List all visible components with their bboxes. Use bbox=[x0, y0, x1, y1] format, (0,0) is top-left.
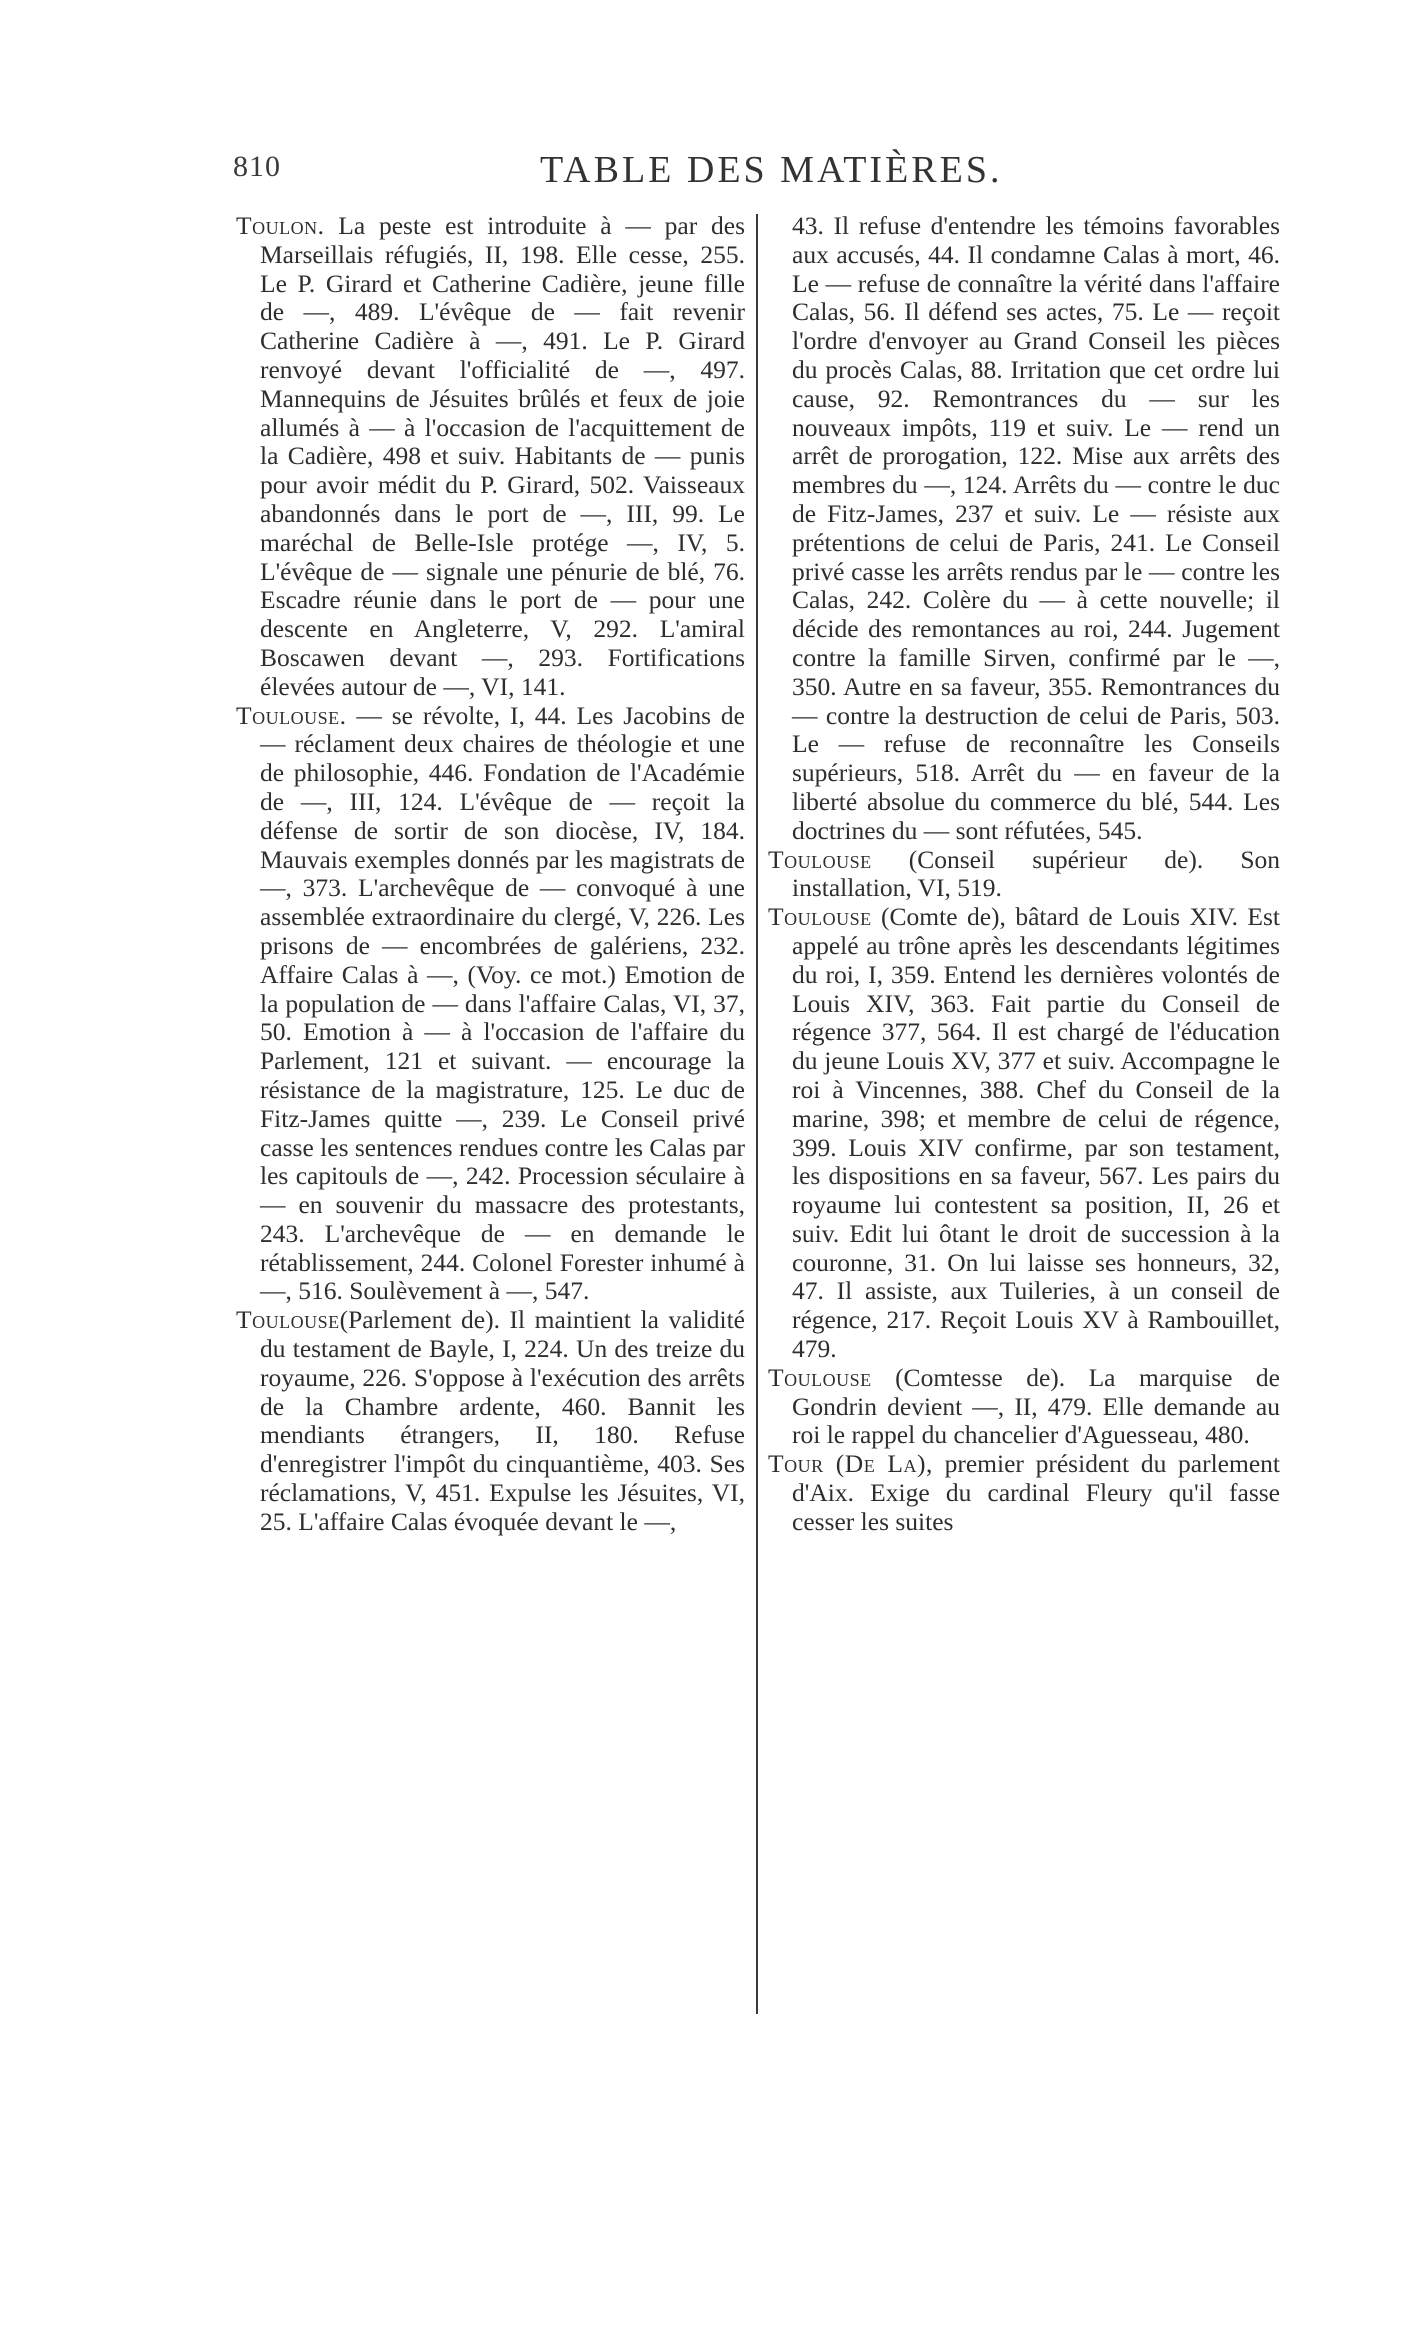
column-divider bbox=[756, 214, 758, 2014]
entry-text: premier président du parlement d'Aix. Exige du cardinal Fleury qu'il fasse cesser les suites bbox=[792, 1449, 1280, 1536]
page-number: 810 bbox=[233, 150, 281, 183]
entry-text: (Comtesse de). La marquise de Gondrin devient —, II, 479. Elle demande au roi le rappel du chancelier d'Aguesseau, 480. bbox=[792, 1362, 1280, 1450]
running-title: TABLE DES MATIÈRES. bbox=[540, 149, 1003, 191]
entry-headword: Toulouse bbox=[236, 1305, 340, 1335]
entry-headword: Toulouse bbox=[768, 902, 872, 932]
entry-text: 43. Il refuse d'entendre les témoins favorables aux accusés, 44. Il condamne Calas à mort, 46. Le — refuse de connaître la vérité dans l'affaire Calas, 56. Il défend ses actes, 75. Le — reçoit l'ordre d'envoyer au Grand Conseil les pièces du procès Calas, 88. Irritation que cet ordre lui cause, 92. Remontrances du — sur les nouveaux impôts, 119 et suiv. Le — rend un arrêt de prorogation, 122. Mise aux arrêts des membres du —, 124. Arrêts du — contre le duc de Fitz-James, 237 et suiv. Le — résiste aux prétentions de celui de Paris, 241. Le Conseil privé casse les arrêts rendus par le — contre les Calas, 242. Colère du — à cette nouvelle; il décide des remontances au roi, 244. Jugement contre la famille Sirven, confirmé par le —, 350. Autre en sa faveur, 355. Remontrances du — contre la destruction de celui de Paris, 503. Le — refuse de reconnaître les Conseils supérieurs, 518. Arrêt du — en faveur de la liberté absolue du commerce du blé, 544. Les doctrines du — sont réfutées, 545. bbox=[792, 211, 1280, 845]
index-entry bbox=[768, 903, 1280, 1364]
entry-text: (Parlement de). Il maintient la validité du testament de Bayle, I, 224. Un des treize du royaume, 226. S'oppose à l'exécution des arrêts de la Chambre ardente, 460. Bannit les mendiants étrangers, II, 180. Refuse d'enregistrer l'impôt du cinquantième, 403. Ses réclamations, V, 451. Expulse les Jésuites, VI, 25. L'affaire Calas évoquée devant le —, bbox=[260, 1305, 745, 1536]
entry-text: La peste est introduite à — par des Marseillais réfugiés, II, 198. Elle cesse, 255. Le P. Girard et Catherine Cadière, jeune fille de —, 489. L'évêque de — fait revenir Catherine Cadière à —, 491. Le P. Girard renvoyé devant l'officialité de —, 497. Mannequins de Jésuites brûlés et feux de joie allumés à — à l'occasion de l'acquittement de la Cadière, 498 et suiv. Habitants de — punis pour avoir médit du P. Girard, 502. Vaisseaux abandonnés dans le port de —, III, 99. Le maréchal de Belle-Isle protége —, IV, 5. L'évêque de — signale une pénurie de blé, 76. Escadre réunie dans le port de — pour une descente en Angleterre, V, 292. L'amiral Boscawen devant —, 293. Fortifications élevées autour de —, VI, 141. bbox=[260, 211, 746, 701]
index-entry bbox=[236, 212, 745, 702]
entry-headword: Toulon. bbox=[236, 211, 325, 240]
entry-headword: Toulouse. bbox=[236, 700, 347, 730]
index-entry bbox=[768, 1450, 1280, 1536]
entry-text: (Comte de), bâtard de Louis XIV. Est appelé au trône après les descendants légitimes du roi, I, 359. Entend les dernières volontés de Louis XIV, 363. Fait partie du Conseil de régence 377, 564. Il est chargé de l'éducation du jeune Louis XV, 377 et suiv. Accompagne le roi à Vincennes, 388. Chef du Conseil de la marine, 398; et membre de celui de régence, 399. Louis XIV confirme, par son testament, les dispositions en sa faveur, 567. Les pairs du royaume lui contestent sa position, II, 26 et suiv. Edit lui ôtant le droit de succession à la couronne, 31. On lui laisse ses honneurs, 32, 47. Il assiste, aux Tuileries, à un conseil de régence, 217. Reçoit Louis XV à Rambouillet, 479. bbox=[792, 902, 1280, 1364]
index-entry-continuation bbox=[768, 212, 1280, 846]
index-entry bbox=[768, 846, 1280, 904]
entry-text: (Conseil supérieur de). Son installation, VI, 519. bbox=[792, 844, 1281, 903]
entry-text: — se révolte, I, 44. Les Jacobins de — réclament deux chaires de théologie et une de philosophie, 446. Fondation de l'Académie de —, III, 124. L'évêque de — reçoit la défense de sortir de son diocèse, IV, 184. Mauvais exemples donnés par les magistrats de —, 373. L'archevêque de — convoqué à une assemblée extraordinaire du clergé, V, 226. Les prisons de — encombrées de galériens, 232. Affaire Calas à —, (Voy. ce mot.) Emotion de la population de — dans l'affaire Calas, VI, 37, 50. Emotion à — à l'occasion de l'affaire du Parlement, 121 et suivant. — encourage la résistance de la magistrature, 125. Le duc de Fitz-James quitte —, 239. Le Conseil privé casse les sentences rendues contre les Calas par les capitouls de —, 242. Procession séculaire à — en souvenir du massacre des protestants, 243. L'archevêque de — en demande le rétablissement, 244. Colonel Forester inhumé à —, 516. Soulèvement à —, 547. bbox=[260, 700, 746, 1306]
left-column bbox=[236, 212, 745, 1537]
right-column bbox=[768, 212, 1280, 1537]
entry-headword: Tour (De La), bbox=[768, 1449, 933, 1479]
entry-headword: Toulouse bbox=[768, 1362, 872, 1392]
entry-headword: Toulouse bbox=[768, 844, 872, 874]
index-entry bbox=[236, 1306, 745, 1536]
index-entry bbox=[768, 1364, 1280, 1450]
index-entry bbox=[236, 702, 745, 1307]
